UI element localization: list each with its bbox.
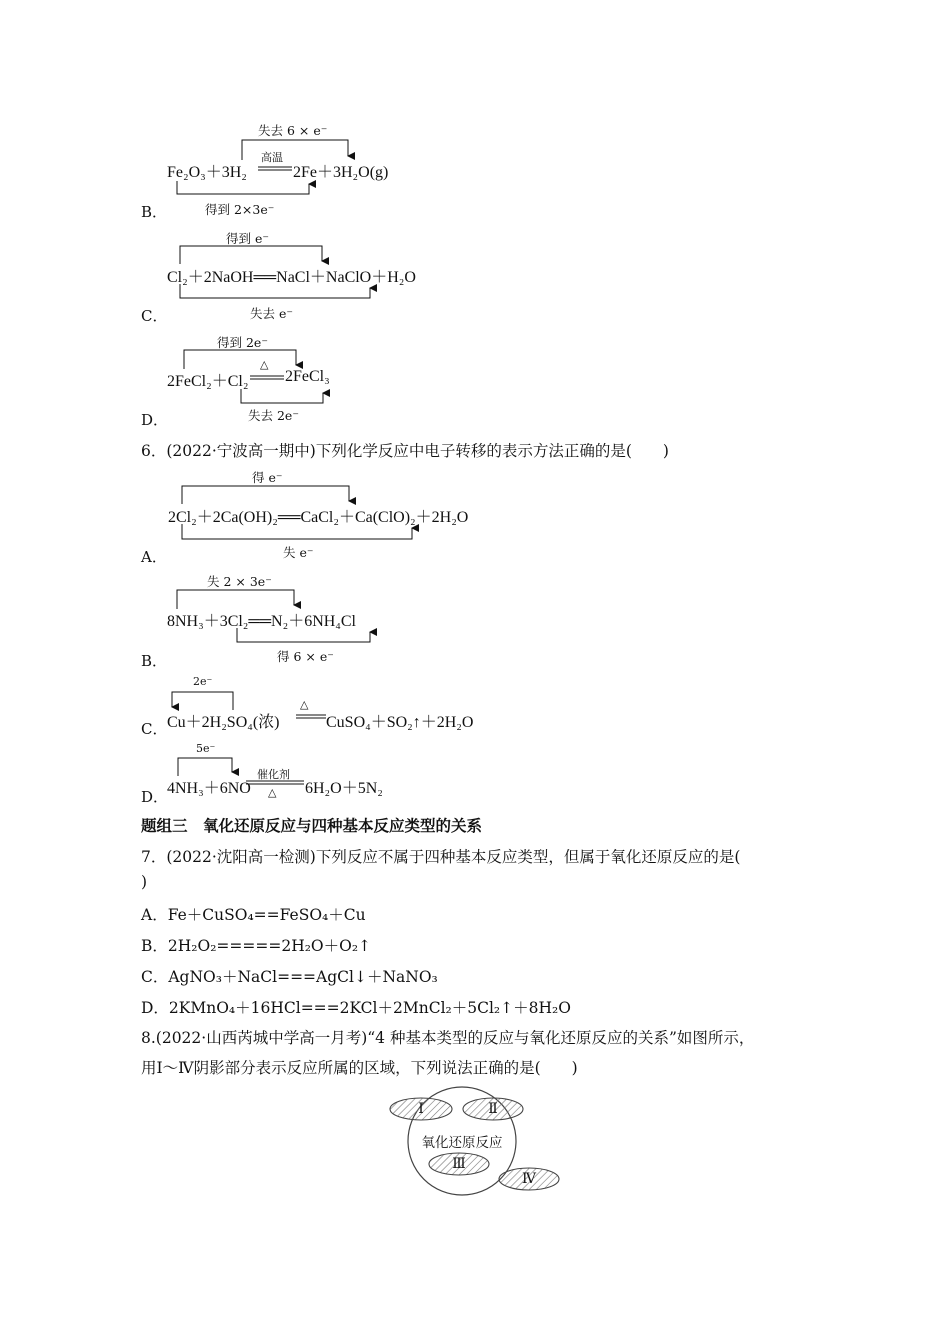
q8-stem-line1: 8.(2022·山西芮城中学高一月考)“4 种基本类型的反应与氧化还原反应的关系”如图所示，: [141, 1029, 755, 1047]
q6a-equation: 2Cl₂＋2Ca(OH)₂══CaCl₂＋Ca(ClO)₂＋2H₂O: [168, 509, 469, 526]
q7-stem-line2: ): [141, 873, 148, 891]
q6a-top-label: 得 e⁻: [252, 470, 283, 485]
q5c-top-bracket: [180, 246, 322, 264]
q6d-condition-top: 催化剂: [257, 768, 290, 781]
q6-stem: 6．(2022·宁波高一期中)下列化学反应中电子转移的表示方法正确的是( ): [141, 442, 669, 460]
q5c-equation: Cl₂＋2NaOH══NaCl＋NaClO＋H₂O: [167, 269, 416, 286]
group3-title: 题组三 氧化还原反应与四种基本反应类型的关系: [141, 817, 483, 835]
q6c-eq-right: CuSO₄＋SO₂↑＋2H₂O: [326, 714, 474, 731]
q7-option-d: D．2KMnO₄＋16HCl===2KCl＋2MnCl₂＋5Cl₂↑＋8H₂O: [141, 999, 571, 1017]
q5c-top-label: 得到 e⁻: [226, 231, 269, 246]
venn-label-3: Ⅲ: [452, 1156, 466, 1172]
venn-label-2: Ⅱ: [488, 1101, 498, 1117]
q6a-letter: A．: [141, 548, 167, 566]
q5b-bottom-label: 得到 2×3e⁻: [205, 202, 275, 217]
venn-label-4: Ⅳ: [522, 1171, 536, 1187]
q7-option-c: C．AgNO₃＋NaCl===AgCl↓＋NaNO₃: [141, 968, 438, 986]
q6b-top-label: 失 2 × 3e⁻: [207, 574, 272, 589]
q6c-top-label: 2e⁻: [193, 675, 213, 688]
q6b-top-bracket: [177, 590, 294, 609]
venn-center-label: 氧化还原反应: [421, 1135, 503, 1151]
q7-option-a: A．Fe＋CuSO₄==FeSO₄＋Cu: [141, 906, 366, 924]
q5d-top-label: 得到 2e⁻: [217, 335, 268, 350]
q5c-bottom-label: 失去 e⁻: [250, 306, 293, 321]
q8-stem-line2: 用Ⅰ～Ⅳ阴影部分表示反应所属的区域，下列说法正确的是( ): [141, 1059, 578, 1077]
q6d-eq-right: 6H₂O＋5N₂: [305, 780, 383, 797]
q6c-letter: C．: [141, 720, 168, 738]
q6a-bottom-label: 失 e⁻: [283, 545, 314, 560]
q5d-bottom-label: 失去 2e⁻: [248, 408, 299, 423]
q6d-eq-left: 4NH₃＋6NO: [167, 780, 251, 797]
q5b-eq-left: Fe₂O₃＋3H₂: [167, 164, 247, 181]
q6b-equation: 8NH₃＋3Cl₂══N₂＋6NH₄Cl: [167, 613, 356, 630]
q5d-bottom-bracket: [241, 389, 323, 403]
q7-stem-line1: 7．(2022·沈阳高一检测)下列反应不属于四种基本反应类型，但属于氧化还原反应的是(: [141, 848, 741, 866]
q5d-top-bracket: [184, 350, 296, 369]
q6c-bracket: [172, 692, 233, 710]
q7-option-b: B．2H₂O₂=====2H₂O＋O₂↑: [141, 937, 372, 955]
q6a-top-bracket: [182, 486, 349, 504]
q5c-letter: C．: [141, 307, 168, 325]
q6b-letter: B．: [141, 652, 168, 670]
q6c-condition: △: [300, 698, 309, 711]
venn-label-1: Ⅰ: [418, 1101, 424, 1117]
q6d-top-label: 5e⁻: [196, 742, 216, 755]
q5b-top-label: 失去 6 × e⁻: [258, 123, 328, 138]
q5b-eq-right: 2Fe＋3H₂O(g): [293, 164, 389, 181]
q6d-letter: D．: [141, 788, 169, 806]
q5d-letter: D．: [141, 411, 169, 429]
q6d-condition-bottom: △: [268, 786, 277, 799]
q6c-eq-left: Cu＋2H₂SO₄(浓): [167, 714, 280, 731]
q5b-top-bracket: [242, 140, 348, 160]
q5b-letter: B．: [141, 203, 168, 221]
q5d-eq-right: 2FeCl₃: [285, 368, 330, 385]
q6d-bracket: [178, 758, 232, 776]
q5d-condition: △: [260, 358, 269, 371]
q6b-bottom-label: 得 6 × e⁻: [277, 649, 334, 664]
q5d-eq-left: 2FeCl₂＋Cl₂: [167, 373, 249, 390]
q5b-bottom-bracket: [177, 181, 309, 194]
q5b-condition: 高温: [261, 151, 283, 164]
